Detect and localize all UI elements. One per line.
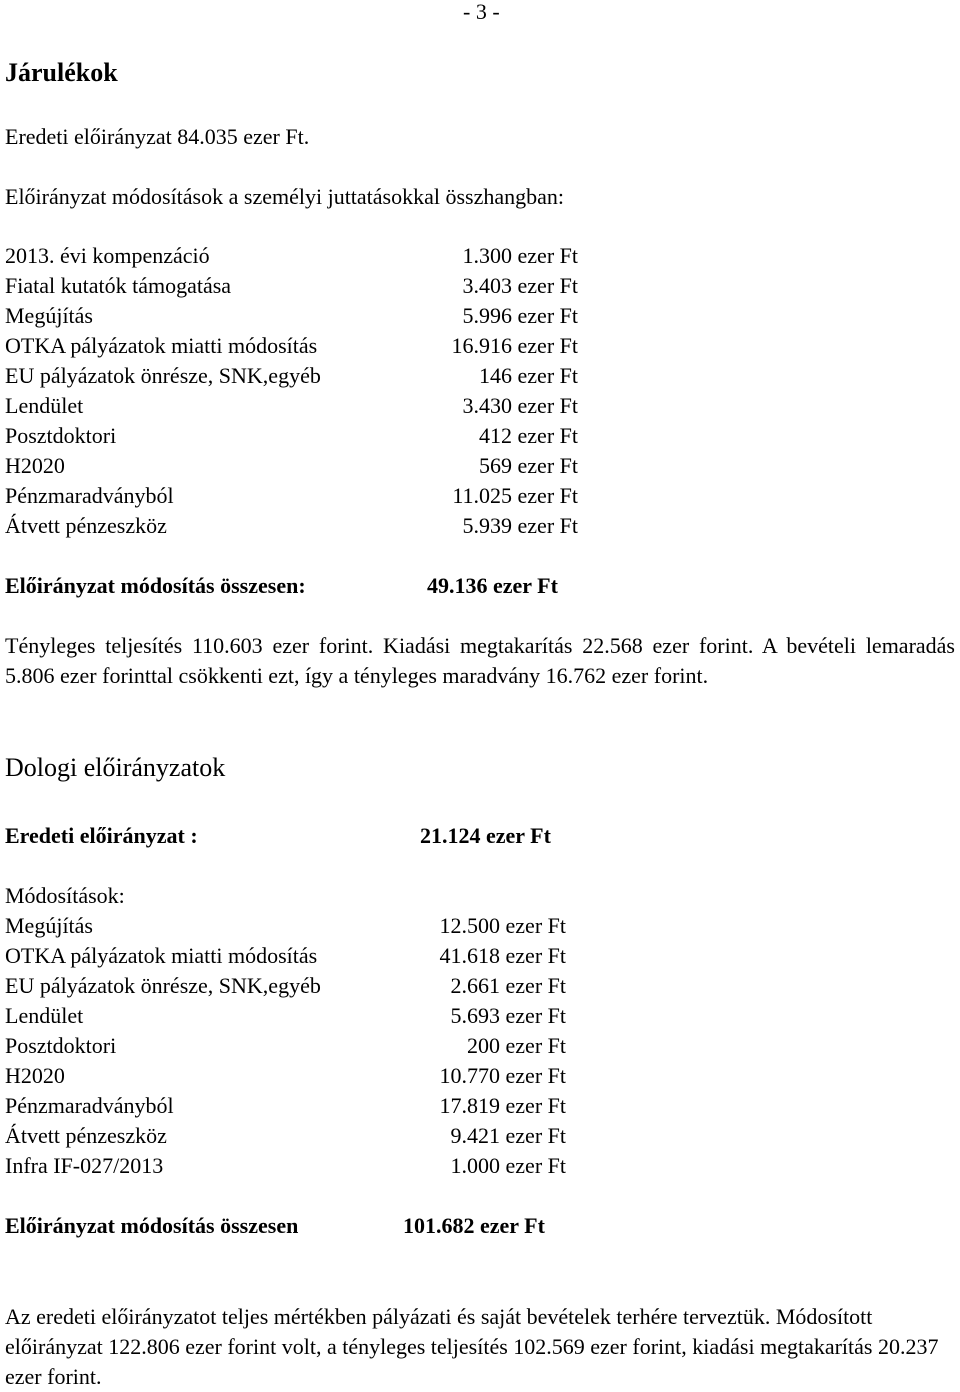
section-title-jarulekok: Járulékok [5,58,118,87]
section1-row-label: Fiatal kutatók támogatása [5,273,232,298]
modifications-intro-text: Előirányzat módosítások a személyi juttatásokkal összhangban: [5,184,565,209]
section1-row-label: EU pályázatok önrésze, SNK,egyéb [5,363,321,388]
section2-row-value: 5.693 ezer Ft [450,1003,566,1028]
section1-row-label: Átvett pénzeszköz [5,513,167,538]
section2-row-value: 1.000 ezer Ft [450,1153,566,1178]
section2-row-value: 41.618 ezer Ft [439,943,566,968]
section1-row-value: 3.403 ezer Ft [462,273,578,298]
section2-row-value: 10.770 ezer Ft [439,1063,566,1088]
section1-row-value: 569 ezer Ft [479,453,578,478]
section1-row-value: 412 ezer Ft [479,423,578,448]
section1-row-label: H2020 [5,453,65,478]
section2-total-value: 101.682 ezer Ft [403,1213,545,1238]
section2-row-label: Lendület [5,1003,84,1028]
section2-total-label: Előirányzat módosítás összesen [5,1213,299,1238]
section-title-dologi: Dologi előirányzatok [5,753,226,782]
section2-row-label: Pénzmaradványból [5,1093,174,1118]
page-number: - 3 - [463,0,500,24]
section1-row-label: Posztdoktori [5,423,117,448]
section2-row-value: 9.421 ezer Ft [450,1123,566,1148]
section1-row-value: 146 ezer Ft [479,363,578,388]
section1-row-label: Megújítás [5,303,93,328]
section2-row-label: Megújítás [5,913,93,938]
section1-row-label: Lendület [5,393,84,418]
section2-row-label: H2020 [5,1063,65,1088]
section1-total-value: 49.136 ezer Ft [427,573,558,598]
section1-row-value: 5.996 ezer Ft [462,303,578,328]
section2-original-label: Eredeti előirányzat : [5,823,198,848]
section1-summary-paragraph: Tényleges teljesítés 110.603 ezer forint. Kiadási megtakarítás 22.568 ezer forint. A bevételi lemaradás 5.806 ezer forinttal csökkenti ezt, így a tényleges maradvány 16.762 ezer forint. [5,633,955,688]
section1-row-value: 3.430 ezer Ft [462,393,578,418]
section1-row-value: 11.025 ezer Ft [452,483,578,508]
section2-row-label: Posztdoktori [5,1033,117,1058]
section2-row-value: 2.661 ezer Ft [450,973,566,998]
section1-row-value: 1.300 ezer Ft [462,243,578,268]
original-appropriation-text: Eredeti előirányzat 84.035 ezer Ft. [5,124,310,149]
section2-modifications-label: Módosítások: [5,883,125,908]
section2-row-value: 12.500 ezer Ft [439,913,566,938]
section2-row-label: Átvett pénzeszköz [5,1123,167,1148]
section2-original-value: 21.124 ezer Ft [420,823,551,848]
section2-row-label: OTKA pályázatok miatti módosítás [5,943,318,968]
section2-summary-paragraph: Az eredeti előirányzatot teljes mértékben pályázati és saját bevételek terhére terveztük. Módosított előirányzat 122.806 ezer forint volt, a tényleges teljesítés 102.569 ezer forint, kiadási megtakarítás 20.237 ezer forint. [5,1304,939,1389]
section2-row-value: 200 ezer Ft [467,1033,566,1058]
section1-row-value: 16.916 ezer Ft [451,333,578,358]
section1-row-label: OTKA pályázatok miatti módosítás [5,333,318,358]
section2-row-label: Infra IF-027/2013 [5,1153,164,1178]
section2-row-label: EU pályázatok önrésze, SNK,egyéb [5,973,321,998]
section1-row-label: Pénzmaradványból [5,483,174,508]
section1-row-label: 2013. évi kompenzáció [5,243,210,268]
section1-total-label: Előirányzat módosítás összesen: [5,573,306,598]
section1-row-value: 5.939 ezer Ft [462,513,578,538]
section2-row-value: 17.819 ezer Ft [439,1093,566,1118]
